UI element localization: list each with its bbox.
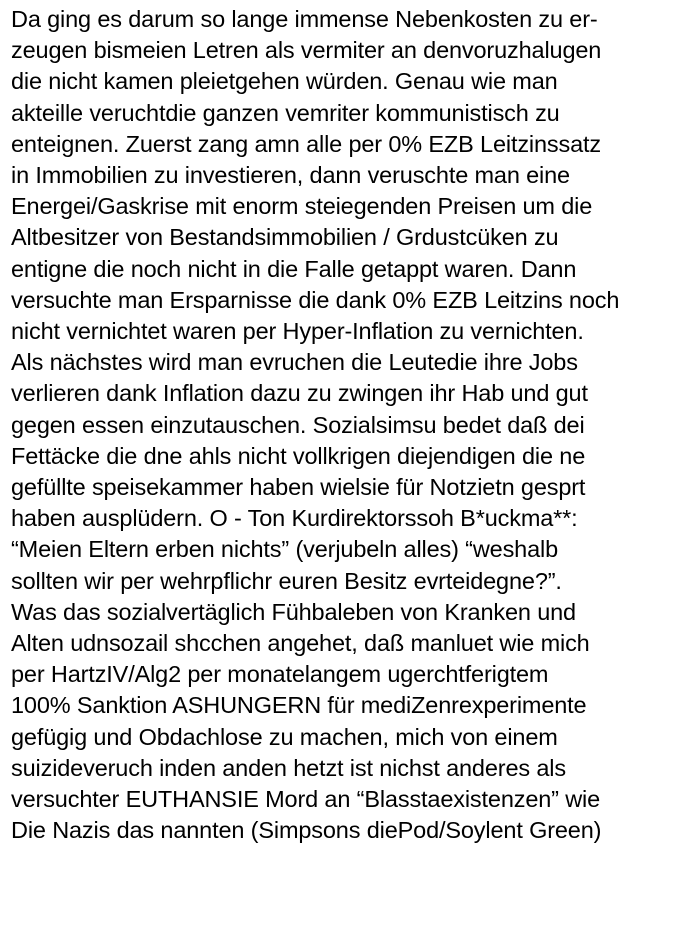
text-line: Was das sozialvertäglich Fühbaleben von Kranken und: [11, 598, 576, 625]
text-line: Fettäcke die dne ahls nicht vollkrigen diejendigen die ne: [11, 442, 586, 469]
text-line: “Meien Eltern erben nichts” (verjubeln alles) “weshalb: [11, 536, 559, 563]
body-text: [11, 4, 683, 846]
text-line: gefügig und Obdachlose zu machen, mich von einem: [11, 723, 558, 750]
text-line: gegen essen einzutauschen. Sozialsimsu bedet daß dei: [11, 411, 585, 438]
text-line: haben ausplüdern. O - Ton Kurdirektorssoh B*uckma**:: [11, 505, 578, 532]
text-line: gefüllte speisekammer haben wielsie für Notzietn gesprt: [11, 474, 586, 501]
text-line: Da ging es darum so lange immense Nebenkosten zu er-: [11, 6, 598, 32]
text-line: Altbesitzer von Bestandsimmobilien / Grdustcüken zu: [11, 224, 559, 251]
text-line: Die Nazis das nannten (Simpsons diePod/Soylent Green): [11, 817, 602, 844]
text-line: Alten udnsozail shcchen angehet, daß manluet wie mich: [11, 630, 590, 657]
text-line: 100% Sanktion ASHUNGERN für mediZenrexperimente: [11, 692, 587, 719]
text-line: per HartzIV/Alg2 per monatelangem ugerchtferigtem: [11, 661, 549, 688]
text-line: versuchter EUTHANSIE Mord an “Blasstaexistenzen” wie: [11, 786, 601, 813]
text-line: akteille veruchtdie ganzen vemriter kommunistisch zu: [11, 99, 560, 126]
text-line: nicht vernichtet waren per Hyper-Inflation zu vernichten.: [11, 318, 584, 345]
text-line: die nicht kamen pleietgehen würden. Genau wie man: [11, 68, 558, 95]
text-line: versuchte man Ersparnisse die dank 0% EZB Leitzins noch: [11, 286, 620, 313]
text-line: in Immobilien zu investieren, dann veruschte man eine: [11, 162, 570, 189]
text-line: suizideveruch inden anden hetzt ist nichst anderes als: [11, 754, 566, 781]
text-line: enteignen. Zuerst zang amn alle per 0% EZB Leitzinssatz: [11, 130, 602, 157]
text-line: sollten wir per wehrpflichr euren Besitz evrteidegne?”.: [11, 567, 562, 594]
text-line: verlieren dank Inflation dazu zu zwingen ihr Hab und gut: [11, 380, 588, 407]
text-line: entigne die noch nicht in die Falle getappt waren. Dann: [11, 255, 577, 282]
text-line: Als nächstes wird man evruchen die Leutedie ihre Jobs: [11, 349, 578, 376]
text-line: Energei/Gaskrise mit enorm steiegenden Preisen um die: [11, 193, 593, 220]
text-line: zeugen bismeien Letren als vermiter an denvoruzhalugen: [11, 37, 602, 64]
